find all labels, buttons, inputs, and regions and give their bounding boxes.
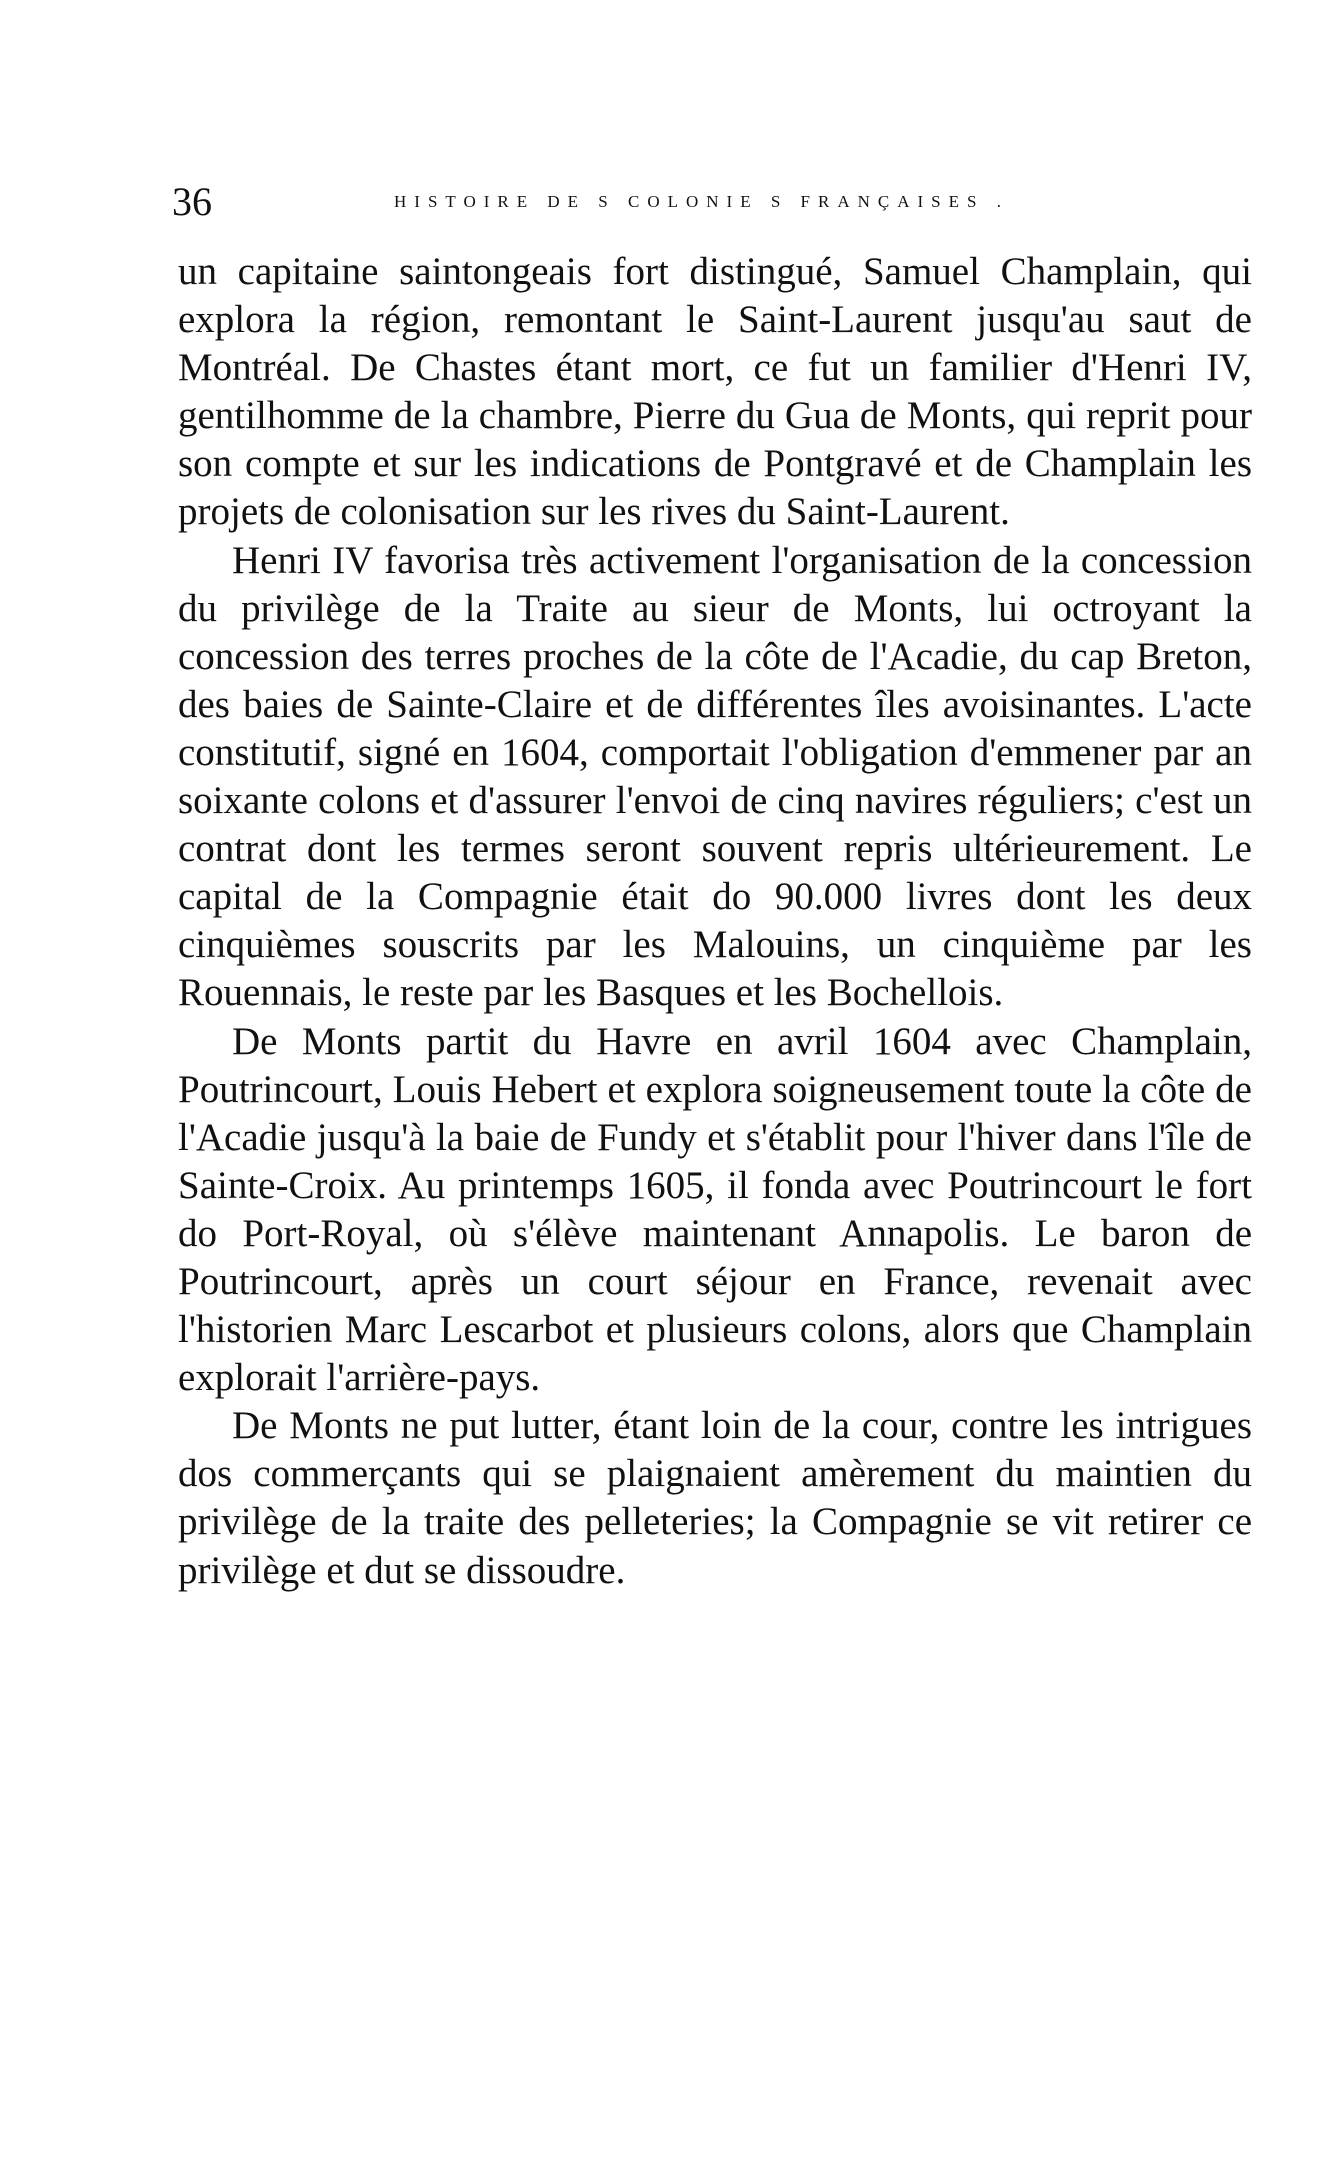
- paragraph-de-monts-voyage: De Monts partit du Havre en avril 1604 avec Champlain, Poutrincourt, Louis Hebert et explora soigneusement toute la côte de l'Acadie jusqu'à la baie de Fundy et s'établit pour l'hiver dans l'île de Sainte-Croix. Au printemps 1605, il fonda avec Poutrincourt le fort do Port-Royal, où s'élève maintenant Annapolis. Le baron de Poutrincourt, après un court séjour en France, revenait avec l'historien Marc Lescarbot et plusieurs colons, alors que Champlain explorait l'arrière-pays.: [178, 1019, 1252, 1400]
- paragraph-continued: un capitaine saintongeais fort distingué, Samuel Champlain, qui explora la région, remontant le Saint-Laurent jusqu'au saut de Montréal. De Chastes étant mort, ce fut un familier d'Henri IV, gentilhomme de la chambre, Pierre du Gua de Monts, qui reprit pour son compte et sur les indications de Pontgravé et de Champlain les projets de colonisation sur les rives du Saint-Laurent.: [178, 250, 1252, 534]
- paragraph-company-dissolved: De Monts ne put lutter, étant loin de la cour, contre les intrigues dos commerçants qui se plaignaient amèrement du maintien du privilège de la traite des pelleteries; la Compagnie se vit retirer ce privilège et dut se dissoudre.: [178, 1404, 1252, 1592]
- running-title: HISTOIRE DE S COLONIE S FRANÇAISES .: [394, 192, 1009, 211]
- body-text: [178, 248, 1252, 1595]
- page-number: 36: [172, 179, 212, 224]
- page-header: [172, 172, 1252, 232]
- paragraph-henri-iv: Henri IV favorisa très activement l'organisation de la concession du privilège de la Traite au sieur de Monts, lui octroyant la concession des terres proches de la côte de l'Acadie, du cap Breton, des baies de Sainte-Claire et de différentes îles avoisinantes. L'acte constitutif, signé en 1604, comportait l'obligation d'emmener par an soixante colons et d'assurer l'envoi de cinq navires réguliers; c'est un contrat dont les termes seront souvent repris ultérieurement. Le capital de la Compagnie était do 90.000 livres dont les deux cinquièmes souscrits par les Malouins, un cinquième par les Rouennais, le reste par les Basques et les Bochellois.: [178, 538, 1252, 1015]
